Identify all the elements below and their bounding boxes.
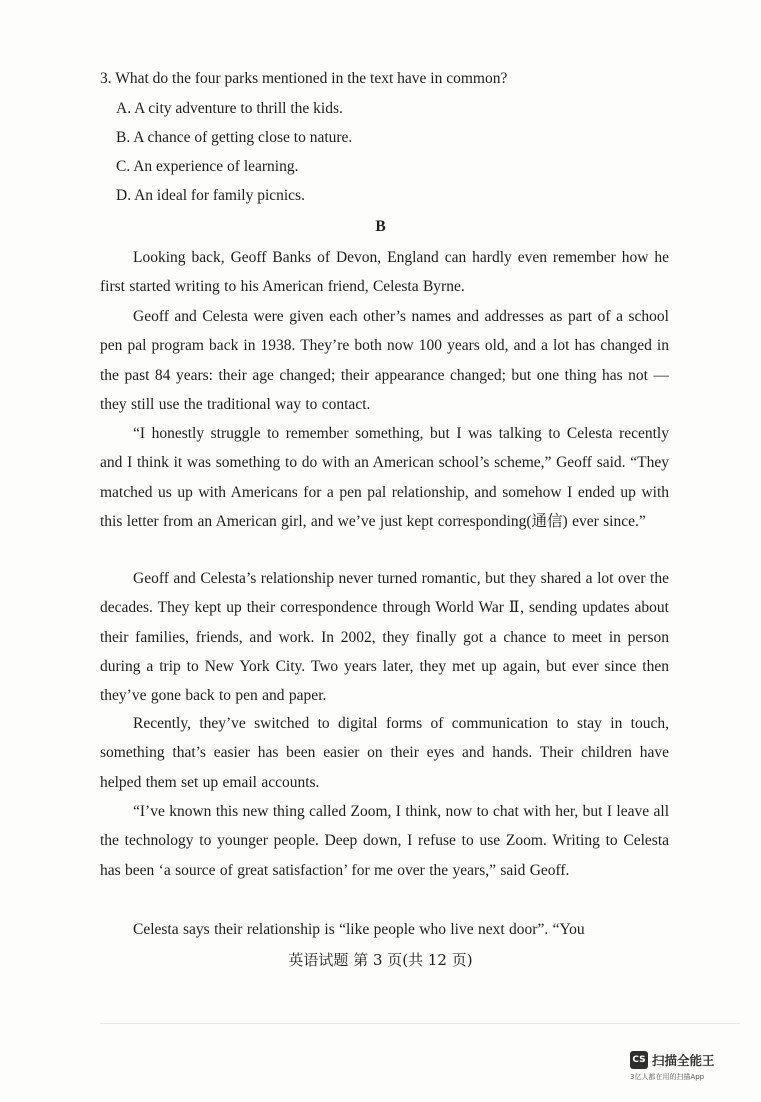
passage-paragraph: Geoff and Celesta’s relationship never turned romantic, but they shared a lot over the decades. They kept up their correspondence through World War Ⅱ, sending updates about their families, friends, and work. In 2002, they finally got a chance to meet in person during a trip to New York City. Two years later, they met up again, but ever since then they’ve gone back to pen and paper. [100,570,669,705]
scanner-tagline: 3亿人都在用的扫描App [630,1073,705,1081]
option-b: B. A chance of getting close to nature. [116,129,353,146]
divider [100,1023,740,1024]
option-d: D. An ideal for family picnics. [116,187,305,204]
passage-paragraph: “I honestly struggle to remember something, but I was talking to Celesta recently and I think it was something to do with an American school’s scheme,” Geoff said. “They matched us up with Americans for a pen pal relationship, and somehow I ended up with this letter from an American girl, and we’ve just kept corresponding(通信) ever since.” [100,425,669,530]
page-footer: 英语试题 第 3 页(共 12 页) [288,951,473,969]
option-c: C. An experience of learning. [116,158,299,175]
question-stem: 3. What do the four parks mentioned in the text have in common? [100,70,508,87]
passage-paragraph: Celesta says their relationship is “like people who live next door”. “You [133,921,585,938]
passage-section-label: B [375,218,386,235]
passage-paragraph: “I’ve known this new thing called Zoom, I think, now to chat with her, but I leave all the technology to younger people. Deep down, I refuse to use Zoom. Writing to Celesta has been ‘a source of great satisfaction’ for me over the years,” said Geoff. [100,803,669,879]
option-a: A. A city adventure to thrill the kids. [116,100,343,117]
scanner-watermark [630,1049,740,1085]
passage-paragraph: Looking back, Geoff Banks of Devon, England can hardly even remember how he first started writing to his American friend, Celesta Byrne. [100,249,669,296]
passage-paragraph: Recently, they’ve switched to digital forms of communication to stay in touch, something that’s easier has been easier on their eyes and hands. Their children have helped them set up email accounts. [100,715,669,791]
camscanner-logo-icon: CS [630,1051,648,1069]
scanner-app-name: 扫描全能王 [652,1053,715,1068]
passage-paragraph: Geoff and Celesta were given each other’s names and addresses as part of a school pen pal program back in 1938. They’re both now 100 years old, and a lot has changed in the past 84 years: their age changed; their appearance changed; but one thing has not — they still use the traditional way to contact. [100,308,669,413]
